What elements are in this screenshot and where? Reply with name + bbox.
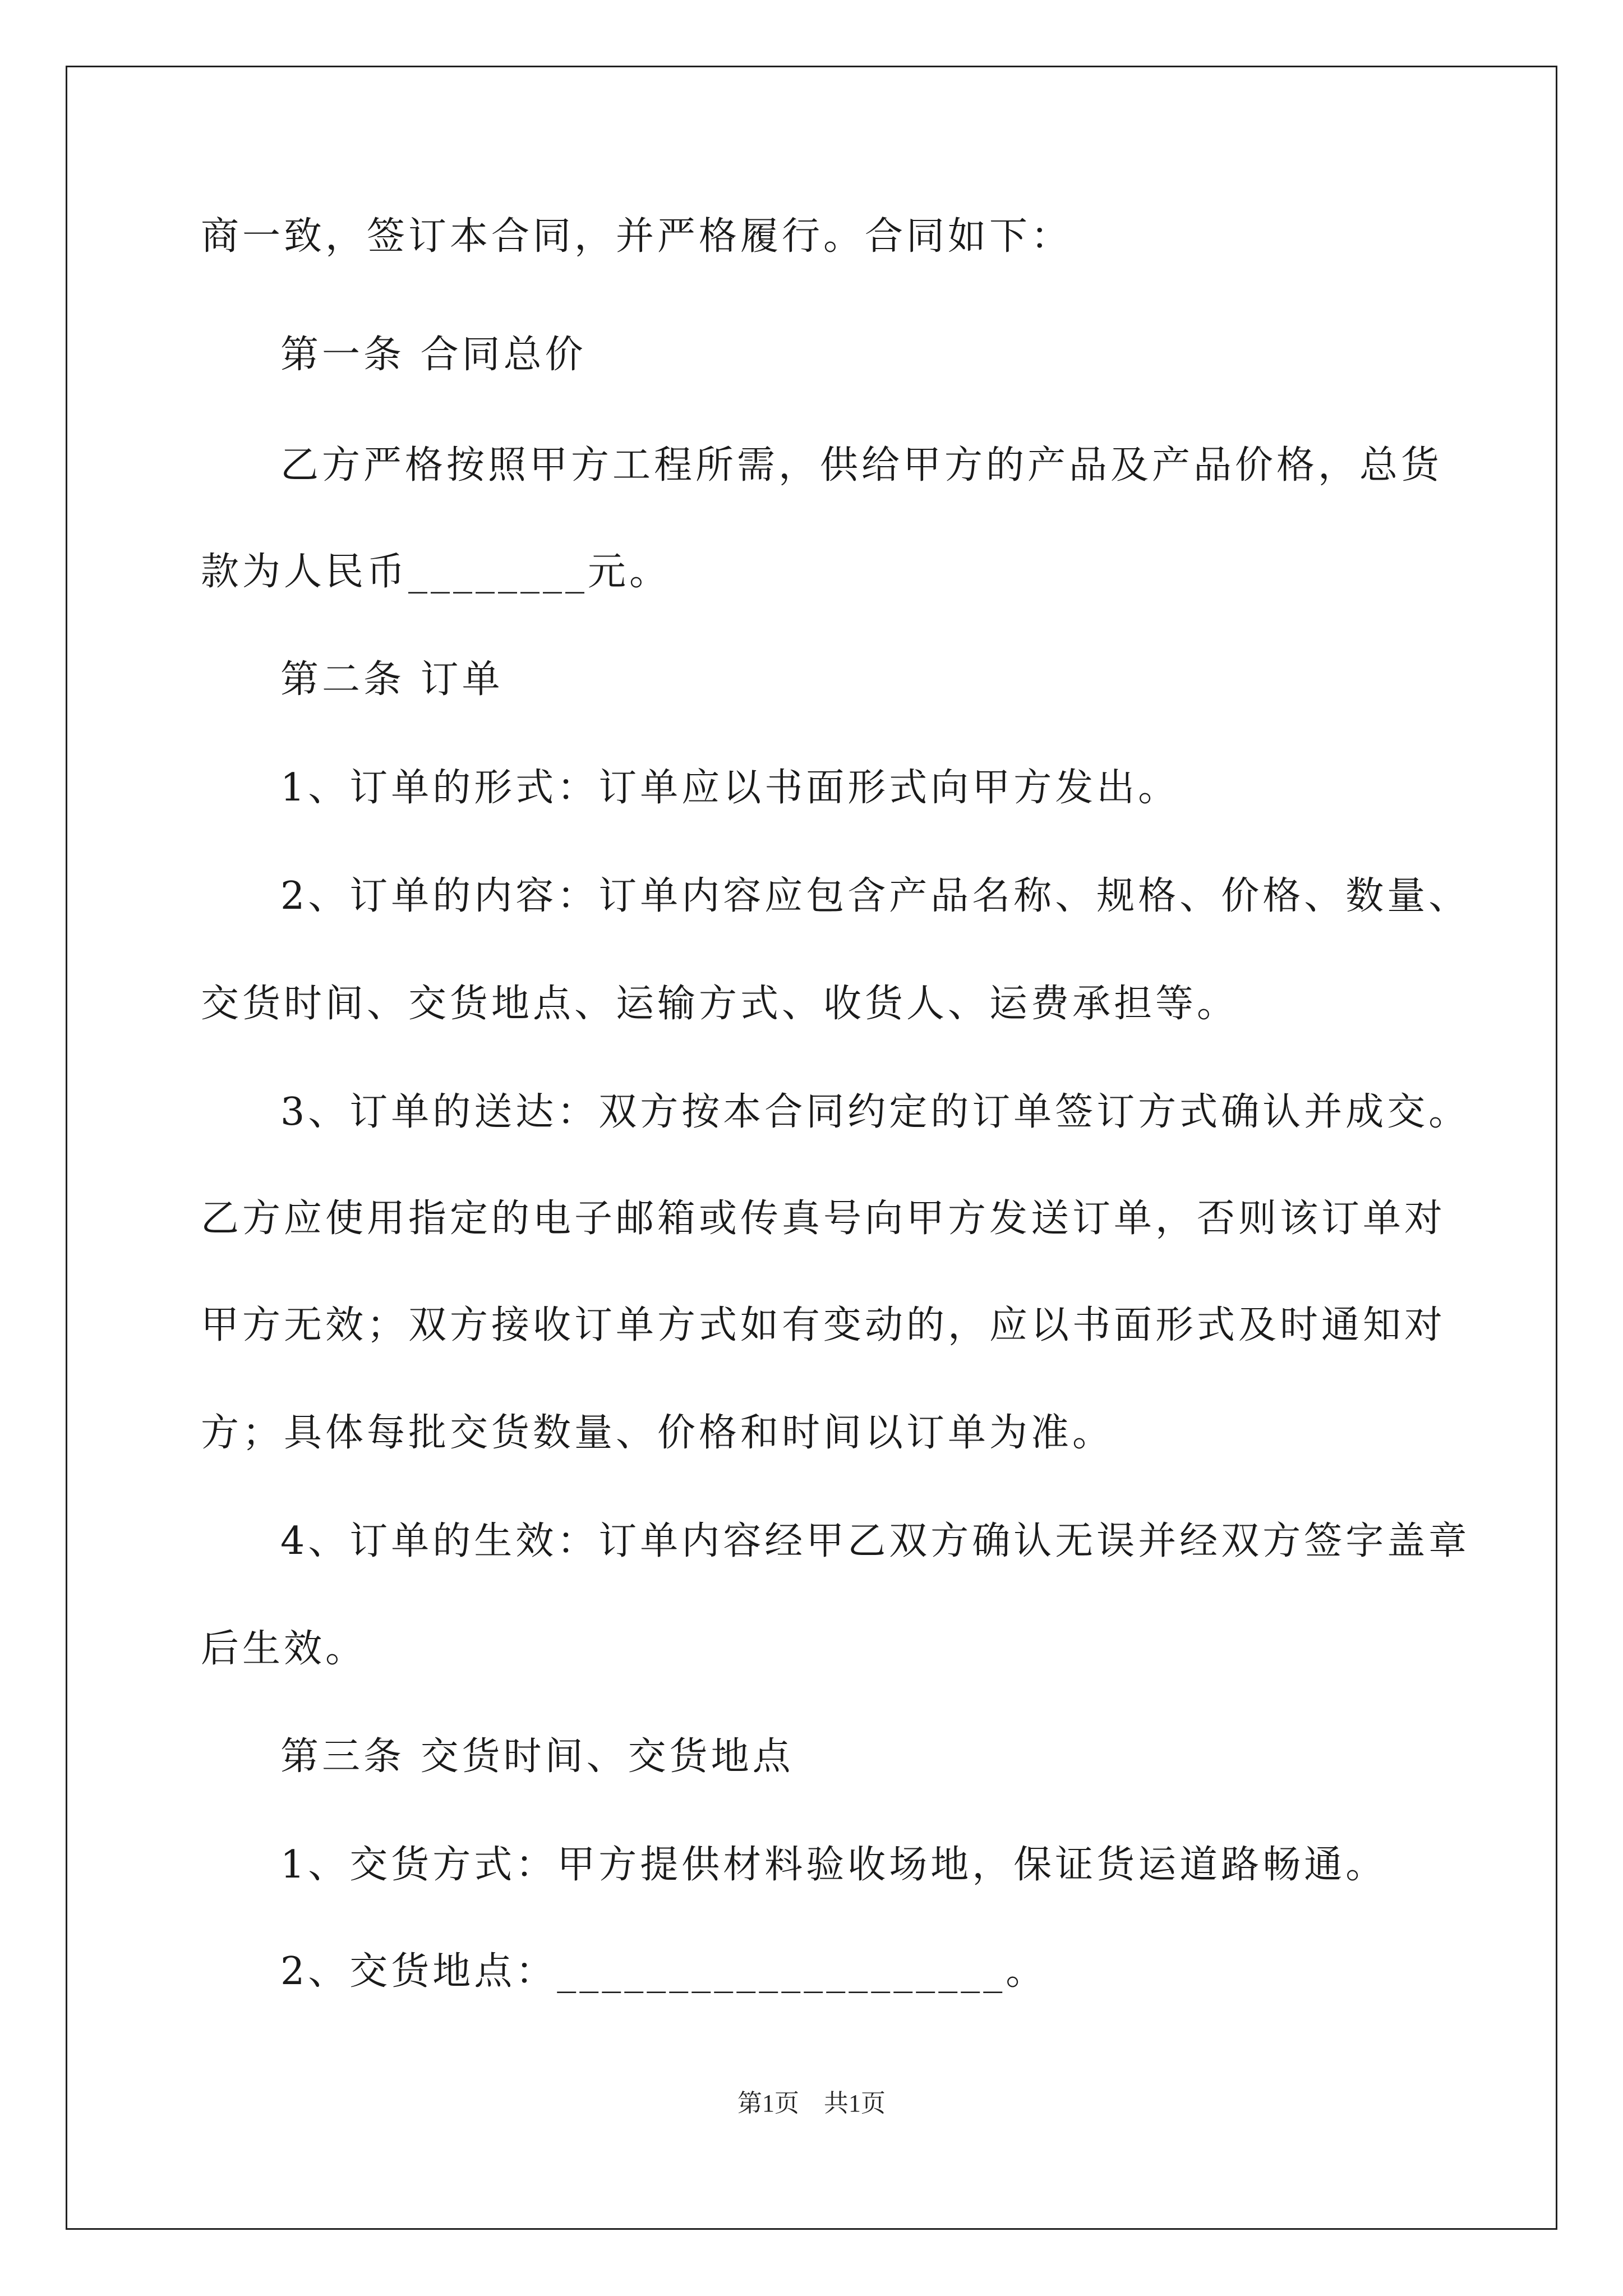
paragraph-line: 2、交货地点：____________________。 <box>280 1949 1048 1994</box>
paragraph-line: 后生效。 <box>201 1627 367 1671</box>
paragraph-line: 乙方严格按照甲方工程所需，供给甲方的产品及产品价格，总货 <box>280 443 1443 487</box>
paragraph-line: 2、订单的内容：订单内容应包含产品名称、规格、价格、数量、 <box>280 874 1470 918</box>
paragraph-line: 乙方应使用指定的电子邮箱或传真号向甲方发送订单，否则该订单对 <box>201 1197 1446 1241</box>
paragraph-line: 甲方无效；双方接收订单方式如有变动的，应以书面形式及时通知对 <box>201 1303 1446 1347</box>
page-number-footer: 第1页 共1页 <box>737 2090 886 2117</box>
paragraph-line: 方；具体每批交货数量、价格和时间以订单为准。 <box>201 1411 1114 1455</box>
paragraph-line: 1、交货方式：甲方提供材料验收场地，保证货运道路畅通。 <box>280 1843 1387 1887</box>
article-heading: 第二条 订单 <box>280 657 504 702</box>
paragraph-line: 4、订单的生效：订单内容经甲乙双方确认无误并经双方签字盖章 <box>280 1519 1470 1563</box>
article-heading: 第三条 交货时间、交货地点 <box>280 1734 794 1779</box>
paragraph-line: 3、订单的送达：双方按本合同约定的订单签订方式确认并成交。 <box>280 1090 1470 1134</box>
paragraph-line: 商一致，签订本合同，并严格履行。合同如下： <box>201 214 1073 259</box>
page-border <box>66 66 1557 2230</box>
paragraph-line: 款为人民币________元。 <box>201 550 671 594</box>
paragraph-line: 交货时间、交货地点、运输方式、收货人、运费承担等。 <box>201 982 1239 1026</box>
article-heading: 第一条 合同总价 <box>280 333 587 377</box>
paragraph-line: 1、订单的形式：订单应以书面形式向甲方发出。 <box>280 766 1180 810</box>
